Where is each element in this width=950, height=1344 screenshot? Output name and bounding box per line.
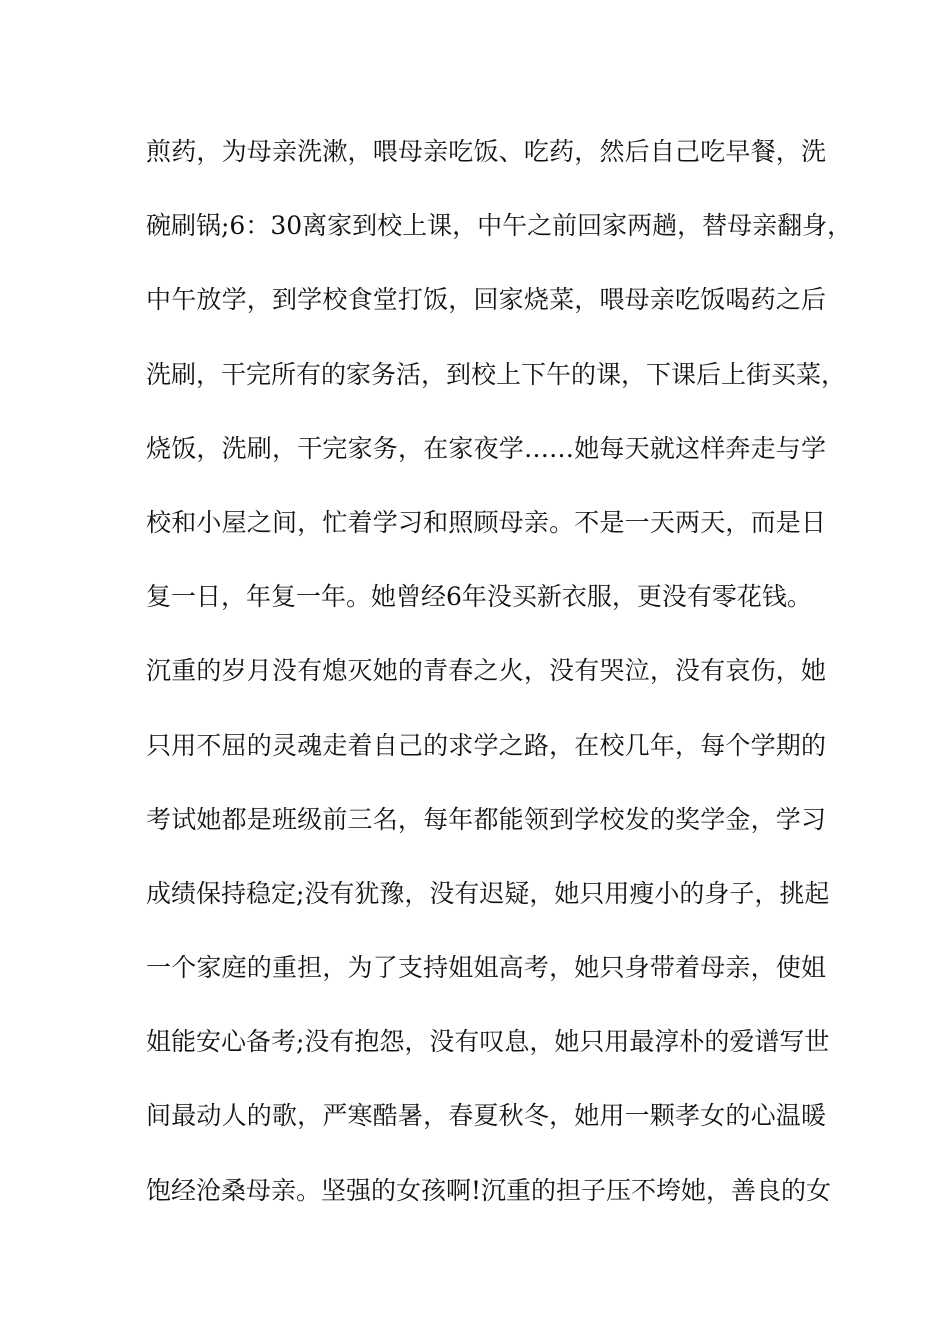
text-line-1: 煎药，为母亲洗漱，喂母亲吃饭、吃药，然后自己吃早餐，洗 <box>146 137 826 166</box>
text-line-9: 只用不屈的灵魂走着自己的求学之路，在校几年，每个学期的 <box>146 730 826 760</box>
text-line-3: 中午放学，到学校食堂打饭，回家烧菜，喂母亲吃饭喝药之后 <box>146 285 826 315</box>
text-line-15: 饱经沧桑母亲。坚强的女孩啊!沉重的担子压不垮她，善良的女 <box>146 1175 832 1205</box>
text-line-13: 姐能安心备考;没有抱怨，没有叹息，她只用最淳朴的爱谱写世 <box>146 1027 830 1057</box>
text-line-14: 间最动人的歌，严寒酷暑，春夏秋冬，她用一颗孝女的心温暖 <box>146 1101 826 1131</box>
text-line-6: 校和小屋之间，忙着学习和照顾母亲。不是一天两天，而是日 <box>146 507 826 537</box>
text-line-5: 烧饭，洗刷，干完家务，在家夜学……她每天就这样奔走与学 <box>146 433 826 463</box>
text-line-11: 成绩保持稳定;没有犹豫，没有迟疑，她只用瘦小的身子，挑起 <box>146 878 830 908</box>
body-text <box>146 130 853 1243</box>
text-line-12: 一个家庭的重担，为了支持姐姐高考，她只身带着母亲，使姐 <box>146 953 826 983</box>
text-line-2: 碗刷锅;6：30离家到校上课，中午之前回家两趟，替母亲翻身， <box>146 211 853 241</box>
text-line-4: 洗刷，干完所有的家务活，到校上下午的课，下课后上街买菜， <box>146 359 847 389</box>
text-line-8: 沉重的岁月没有熄灭她的青春之火，没有哭泣，没有哀伤，她 <box>146 656 826 686</box>
text-line-7: 复一日，年复一年。她曾经6年没买新衣服，更没有零花钱。 <box>146 582 812 612</box>
text-line-10: 考试她都是班级前三名，每年都能领到学校发的奖学金，学习 <box>146 804 826 834</box>
